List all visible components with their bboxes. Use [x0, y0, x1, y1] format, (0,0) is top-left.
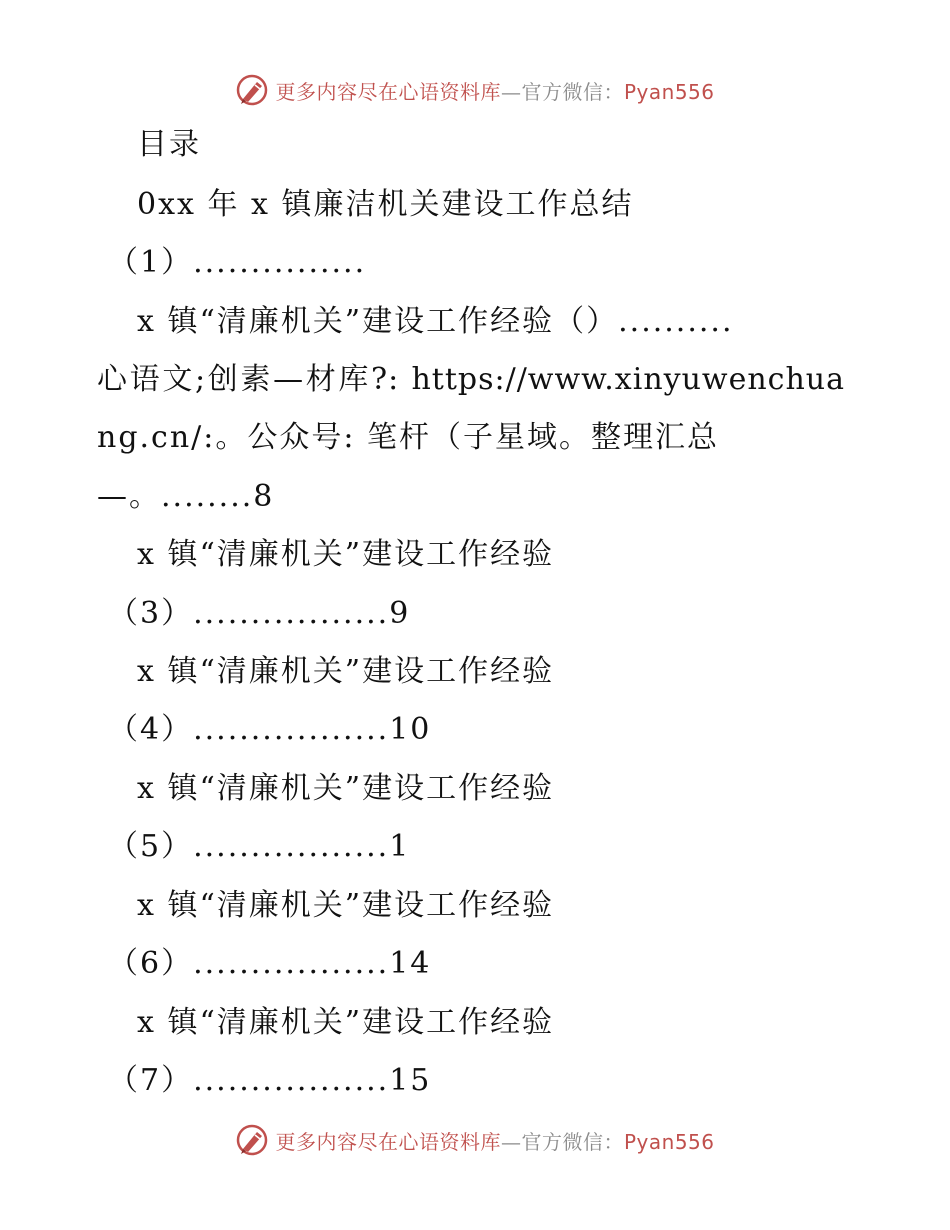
toc-entry-text: 心语文;创素—材库?: https://www.xinyuwenchua [97, 362, 845, 397]
watermark-wechat-id: Pyan556 [623, 79, 715, 104]
toc-entry-title: x 镇“清廉机关”建设工作经验 [137, 888, 555, 923]
toc-entry-page: （1）............... [108, 245, 367, 280]
toc-entry-page: （4）.................10 [108, 712, 432, 747]
toc-entry-title: x 镇“清廉机关”建设工作经验（）.......... [137, 304, 734, 339]
toc-entry-page: （6）.................14 [108, 946, 432, 981]
pen-logo-icon [235, 1123, 269, 1157]
toc-entry-text: ng.cn/:。公众号: 笔杆（子星域。整理汇总 [97, 420, 720, 455]
toc-entry-title: 0xx 年 x 镇廉洁机关建设工作总结 [137, 187, 634, 222]
toc-entry-page: —。........8 [97, 479, 275, 514]
watermark-dash: — [500, 79, 522, 104]
toc-entry-page: （3）.................9 [108, 596, 411, 631]
toc-heading: 目录 [137, 127, 201, 162]
toc-entry-title: x 镇“清廉机关”建设工作经验 [137, 537, 555, 572]
watermark-official-label: 官方微信： [521, 1129, 624, 1154]
watermark-wechat-id: Pyan556 [623, 1129, 715, 1154]
watermark-brand: 更多内容尽在心语资料库 [275, 1129, 501, 1154]
watermark-group [235, 1123, 714, 1157]
toc-entry-title: x 镇“清廉机关”建设工作经验 [137, 1005, 555, 1040]
watermark-dash: — [500, 1129, 522, 1154]
watermark-text [275, 1126, 714, 1155]
toc-entry-page: （5）.................1 [108, 829, 411, 864]
watermark-brand: 更多内容尽在心语资料库 [275, 79, 501, 104]
watermark-official-label: 官方微信： [521, 79, 624, 104]
toc-entry-page: （7）.................15 [108, 1063, 432, 1098]
footer-watermark [0, 1120, 950, 1160]
toc-entry-title: x 镇“清廉机关”建设工作经验 [137, 654, 555, 689]
toc-entry-title: x 镇“清廉机关”建设工作经验 [137, 771, 555, 806]
